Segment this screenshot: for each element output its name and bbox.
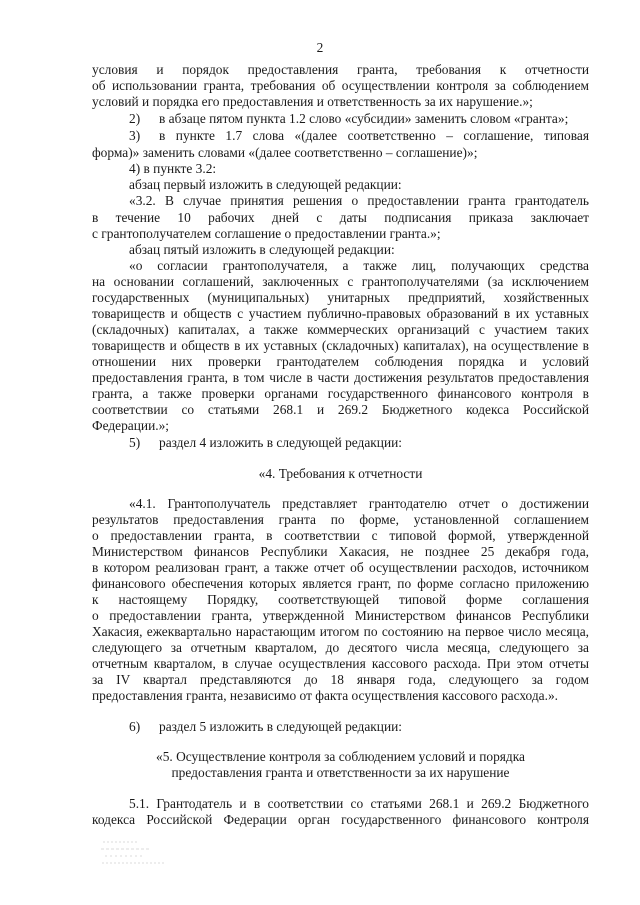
- text-line: Хакасия, ежеквартально нарастающим итогом по состоянию на первое число месяца,: [92, 624, 589, 639]
- text-line: 4) в пункте 3.2:: [129, 161, 217, 176]
- item-number: 3): [129, 128, 141, 143]
- text-line: Федерации.»;: [92, 418, 170, 433]
- text-line: следующего за отчетным кварталом, до десятого числа месяца, следующего за: [92, 640, 589, 655]
- text-line: о предоставлении гранта, утвержденной Министерством финансов Республики: [92, 608, 589, 623]
- text-line: раздел 5 изложить в следующей редакции:: [159, 719, 403, 734]
- text-line: результатов предоставления гранта по форме, установленной соглашением: [92, 512, 589, 527]
- text-line: «3.2. В случае принятия решения о предоставлении гранта грантодатель: [129, 193, 589, 208]
- text-line: 5.1. Грантодатель и в соответствии со статьями 268.1 и 269.2 Бюджетного: [129, 796, 589, 811]
- text-line: с грантополучателем соглашение о предоставлении гранта.»;: [92, 226, 441, 241]
- item-number: 6): [129, 719, 141, 734]
- section-heading: «5. Осуществление контроля за соблюдением условий и порядка: [156, 749, 525, 764]
- text-line: в пункте 1.7 слова «(далее соответственно – соглашение, типовая: [159, 128, 589, 143]
- text-line: финансового обеспечения которых является грант, по форме согласно приложению: [92, 576, 589, 591]
- text-line: абзац пятый изложить в следующей редакции:: [129, 242, 395, 257]
- text-line: (складочных) капиталах, а также коммерческих организаций с участием таких: [92, 322, 589, 337]
- text-line: о предоставлении гранта, в соответствии с типовой формой, утвержденной: [92, 528, 589, 543]
- item-number: 2): [129, 111, 141, 126]
- text-line: за IV квартал представляются до 18 января года, следующего за годом: [92, 672, 589, 687]
- text-line: в котором реализован грант, а также отчет об осуществлении расходов, источником: [92, 560, 589, 575]
- text-line: «о согласии грантополучателя, а также лиц, получающих средства: [129, 258, 589, 273]
- text-line: Министерством финансов Республики Хакасия, не позднее 25 декабря года,: [92, 544, 589, 559]
- text-line: кодекса Российской Федерации орган государственного финансового контроля: [92, 812, 589, 827]
- text-line: об использовании гранта, требования об осуществлении контроля за соблюдением: [92, 78, 589, 93]
- text-line: в абзаце пятом пункта 1.2 слово «субсидии» заменить словом «гранта»;: [159, 111, 569, 126]
- text-line: гранта, а также проверки органами государственного финансового контроля в: [92, 386, 589, 401]
- faded-stamp-mark: [99, 836, 169, 870]
- section-heading: «4. Требования к отчетности: [258, 466, 423, 481]
- text-line: товариществ и обществ с участием публично-правовых образований в их уставных: [92, 306, 589, 321]
- text-line: товариществ и обществ в их уставных (складочных) капиталах), на осуществление в: [92, 338, 589, 353]
- page-number: 2: [316, 40, 324, 55]
- text-line: на основании соглашений, заключенных с грантополучателями (за исключением: [92, 274, 589, 289]
- text-line: предоставления гранта, независимо от факта осуществления кассового расхода.».: [92, 688, 559, 703]
- text-line: в течение 10 рабочих дней с даты подписания приказа заключает: [92, 210, 589, 225]
- text-line: предоставления гранта, в том числе в части достижения результатов предоставления: [92, 370, 589, 385]
- text-line: условия и порядок предоставления гранта, требования к отчетности: [92, 62, 589, 77]
- text-line: «4.1. Грантополучатель представляет грантодателю отчет о достижении: [129, 496, 589, 511]
- item-number: 5): [129, 435, 141, 450]
- text-line: раздел 4 изложить в следующей редакции:: [159, 435, 403, 450]
- text-line: соответствии со статьями 268.1 и 269.2 Бюджетного кодекса Российской: [92, 402, 589, 417]
- text-line: государственных (муниципальных) унитарных предприятий, хозяйственных: [92, 290, 589, 305]
- text-line: отношении них проверки грантодателем соблюдения порядка и условий: [92, 354, 589, 369]
- text-line: отчетным кварталом, в случае осуществления кассового расхода. При этом отчеты: [92, 656, 589, 671]
- text-line: форма)» заменить словами «(далее соответственно – соглашение)»;: [92, 145, 478, 160]
- text-line: абзац первый изложить в следующей редакции:: [129, 177, 402, 192]
- section-heading: предоставления гранта и ответственности за их нарушение: [171, 765, 510, 780]
- text-line: к настоящему Порядку, соответствующей типовой форме соглашения: [92, 592, 589, 607]
- text-line: условий и порядка его предоставления и ответственность за их нарушение.»;: [92, 94, 533, 109]
